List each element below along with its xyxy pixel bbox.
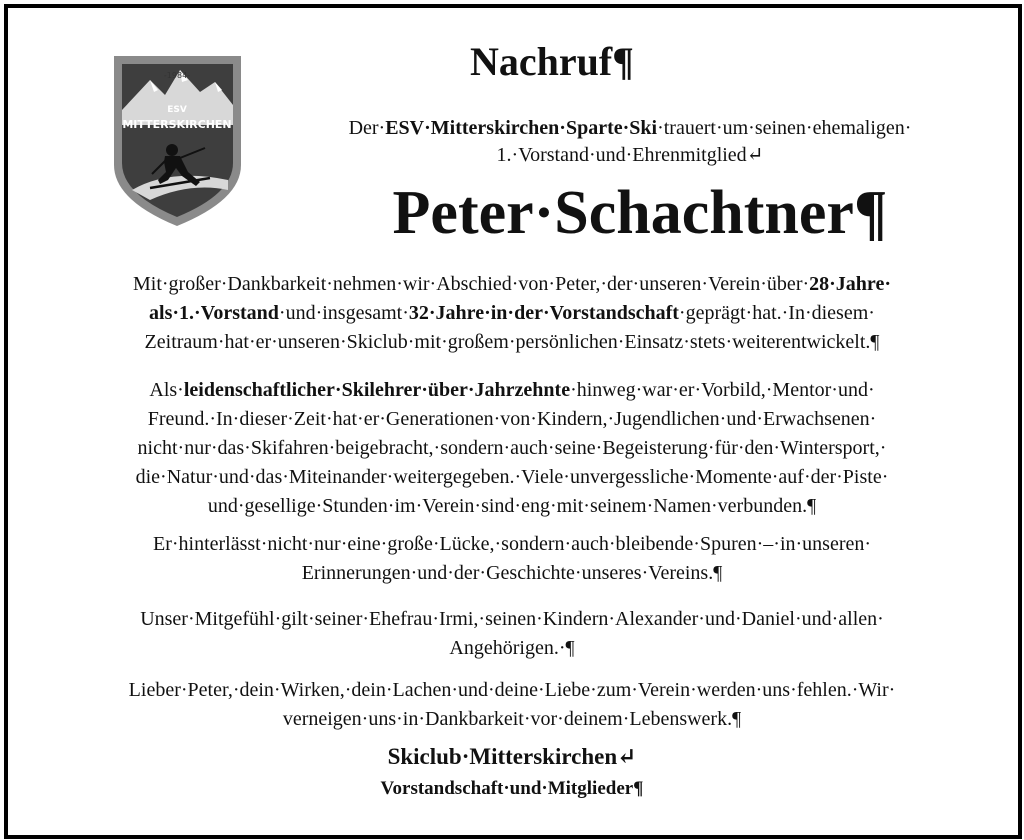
p5-line-1: Lieber·Peter,·dein·Wirken,·dein·Lachen·und·deine·Liebe·zum·Verein·werden·uns·fehlen.·Wir· bbox=[128, 679, 896, 701]
paragraph-condolence bbox=[60, 605, 964, 663]
p4-line-1: Unser·Mitgefühl·gilt·seiner·Ehefrau·Irmi,·seinen·Kindern·Alexander·und·Daniel·und·allen· bbox=[140, 608, 884, 630]
deceased-name: Peter·Schachtner¶ bbox=[392, 179, 888, 247]
p1-bold-role: als·1.·Vorstand bbox=[149, 302, 279, 324]
p3-line-1: Er·hinterlässt·nicht·nur·eine·große·Lücke,·sondern·auch·bleibende·Spuren·–·in·unseren· bbox=[152, 533, 872, 555]
page-title bbox=[470, 38, 1010, 86]
logo-year: -1984- bbox=[163, 71, 191, 80]
p2-line-5: und·gesellige·Stunden·im·Verein·sind·eng·mit·seinem·Namen·verbunden.¶ bbox=[207, 495, 817, 517]
p5-line-2: verneigen·uns·in·Dankbarkeit·vor·deinem·Lebenswerk.¶ bbox=[282, 708, 742, 730]
logo-esv: ESV bbox=[167, 105, 187, 115]
paragraph-ski-instructor bbox=[60, 376, 964, 521]
signature-club: Skiclub·Mitterskirchen↵ bbox=[387, 744, 637, 769]
p1-text-e: Zeitraum·hat·er·unseren·Skiclub·mit·großem·persönlichen·Einsatz·stets·weiterentwickelt.¶ bbox=[144, 331, 880, 353]
intro-text bbox=[290, 115, 970, 169]
p2-line-2: Freund.·In·dieser·Zeit·hat·er·Generationen·von·Kindern,·Jugendlichen·und·Erwachsenen· bbox=[147, 408, 877, 430]
p1-bold-board: 32·Jahre·in·der·Vorstandschaft bbox=[408, 302, 679, 324]
p3-line-2: Erinnerungen·und·der·Geschichte·unseres·Vereins.¶ bbox=[301, 562, 723, 584]
intro-role: 1.·Vorstand·und·Ehrenmitglied↵ bbox=[496, 144, 764, 166]
p1-text-d: ·geprägt·hat.·In·diesem· bbox=[678, 302, 875, 324]
paragraph-farewell bbox=[60, 676, 964, 734]
p1-text-c: ·und·insgesamt· bbox=[278, 302, 409, 324]
p2-line-4: die·Natur·und·das·Miteinander·weitergegeben.·Viele·unvergessliche·Momente·auf·der·Piste· bbox=[135, 466, 889, 488]
p1-text-a: Mit·großer·Dankbarkeit·nehmen·wir·Abschied·von·Peter,·der·unseren·Verein·über· bbox=[133, 273, 810, 295]
paragraph-legacy bbox=[60, 530, 964, 588]
p1-bold-years: 28·Jahre· bbox=[809, 273, 891, 295]
intro-rest: ·trauert·um·seinen·ehemaligen· bbox=[657, 117, 912, 139]
p2-bold: leidenschaftlicher·Skilehrer·über·Jahrzehnte bbox=[183, 379, 571, 401]
club-logo bbox=[110, 50, 245, 230]
p4-line-2: Angehörigen.·¶ bbox=[449, 637, 575, 659]
title-text: Nachruf¶ bbox=[470, 39, 634, 84]
p2-text-c: ·hinweg·war·er·Vorbild,·Mentor·und· bbox=[570, 379, 875, 401]
signature-members: Vorstandschaft·und·Mitglieder¶ bbox=[380, 778, 644, 799]
p2-line-3: nicht·nur·das·Skifahren·beigebracht,·sondern·auch·seine·Begeisterung·für·den·Wintersport,· bbox=[137, 437, 887, 459]
p2-text-a: Als· bbox=[149, 379, 184, 401]
logo-club-name: MITTERSKIRCHEN bbox=[122, 118, 232, 131]
intro-club: ESV·Mitterskirchen·Sparte·Ski bbox=[385, 117, 658, 139]
paragraph-tenure bbox=[60, 270, 964, 357]
intro-lead: Der· bbox=[348, 117, 386, 139]
